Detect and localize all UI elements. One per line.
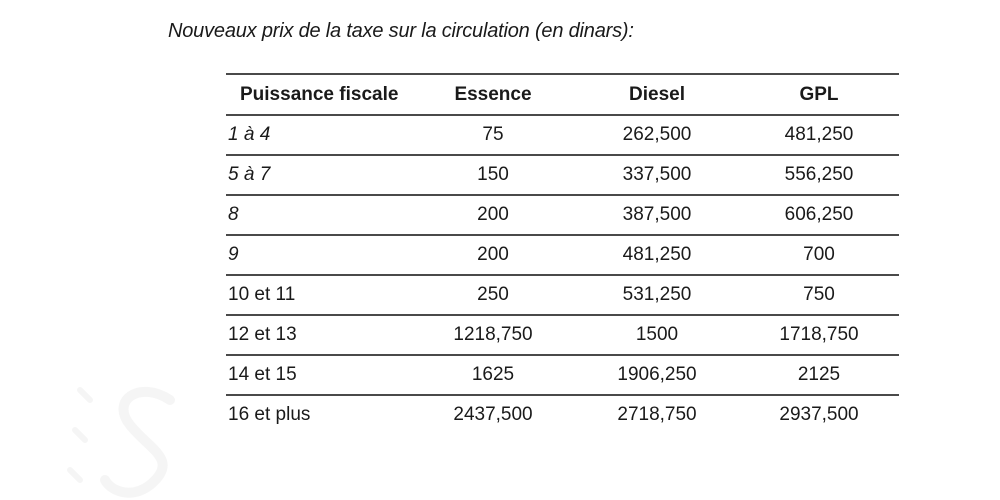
table-row — [226, 354, 899, 394]
cell-essence: 75 — [411, 114, 575, 154]
cell-essence: 200 — [411, 234, 575, 274]
cell-diesel: 387,500 — [575, 194, 739, 234]
cell-gpl: 1718,750 — [739, 314, 899, 354]
cell-gpl: 750 — [739, 274, 899, 314]
cell-puissance: 14 et 15 — [226, 354, 411, 394]
table-header-row — [226, 73, 899, 114]
cell-diesel: 1906,250 — [575, 354, 739, 394]
header-essence: Essence — [411, 73, 575, 114]
tax-table — [226, 73, 899, 434]
table-row — [226, 274, 899, 314]
table-row — [226, 194, 899, 234]
cell-diesel: 481,250 — [575, 234, 739, 274]
table-row — [226, 154, 899, 194]
cell-puissance: 9 — [226, 234, 411, 274]
cell-puissance: 5 à 7 — [226, 154, 411, 194]
cell-diesel: 262,500 — [575, 114, 739, 154]
header-diesel: Diesel — [575, 73, 739, 114]
table-row — [226, 234, 899, 274]
cell-essence: 2437,500 — [411, 394, 575, 434]
cell-essence: 150 — [411, 154, 575, 194]
cell-gpl: 700 — [739, 234, 899, 274]
cell-diesel: 337,500 — [575, 154, 739, 194]
cell-gpl: 606,250 — [739, 194, 899, 234]
cell-essence: 200 — [411, 194, 575, 234]
cell-gpl: 481,250 — [739, 114, 899, 154]
cell-puissance: 10 et 11 — [226, 274, 411, 314]
page-title: Nouveaux prix de la taxe sur la circulation (en dinars): — [168, 20, 634, 42]
cell-diesel: 531,250 — [575, 274, 739, 314]
cell-essence: 250 — [411, 274, 575, 314]
cell-gpl: 2125 — [739, 354, 899, 394]
cell-gpl: 2937,500 — [739, 394, 899, 434]
table-row — [226, 314, 899, 354]
cell-gpl: 556,250 — [739, 154, 899, 194]
cell-puissance: 8 — [226, 194, 411, 234]
cell-essence: 1625 — [411, 354, 575, 394]
cell-diesel: 1500 — [575, 314, 739, 354]
header-puissance-fiscale: Puissance fiscale — [226, 73, 411, 114]
cell-puissance: 1 à 4 — [226, 114, 411, 154]
cell-diesel: 2718,750 — [575, 394, 739, 434]
cell-puissance: 12 et 13 — [226, 314, 411, 354]
cell-puissance: 16 et plus — [226, 394, 411, 434]
cell-essence: 1218,750 — [411, 314, 575, 354]
watermark-graphic — [50, 370, 200, 500]
table-row — [226, 114, 899, 154]
header-gpl: GPL — [739, 73, 899, 114]
table-row — [226, 394, 899, 434]
